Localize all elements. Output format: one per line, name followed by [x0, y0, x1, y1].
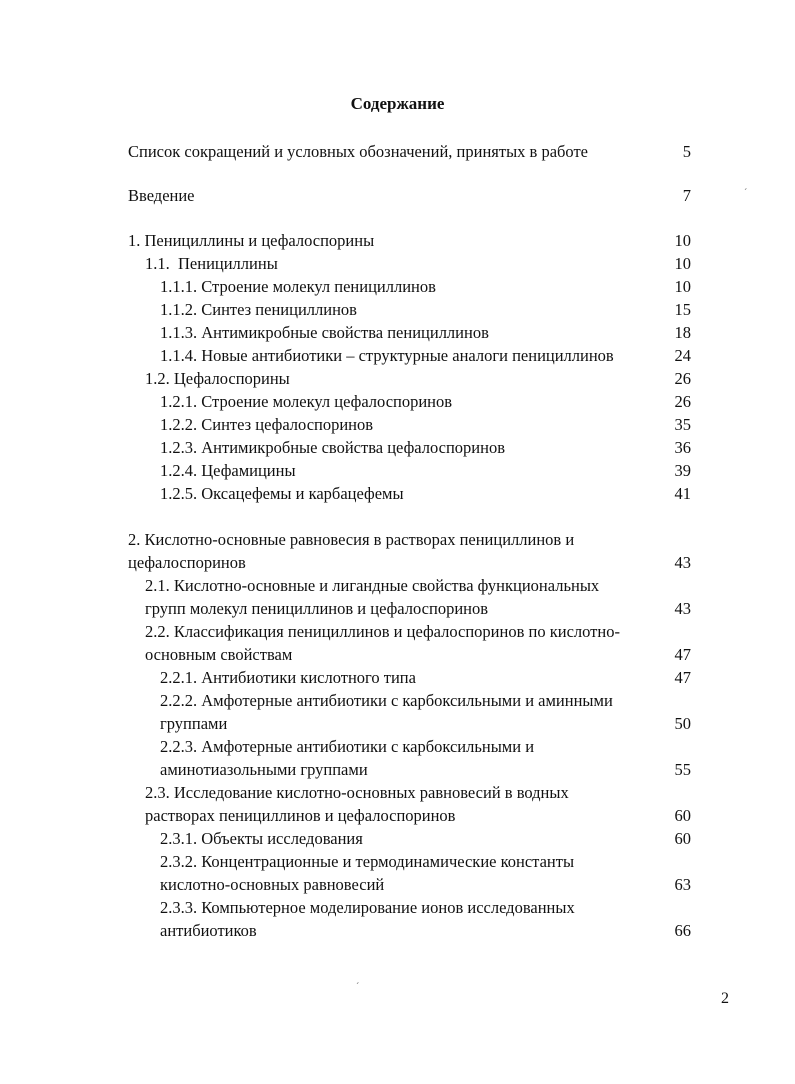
toc-entry: [0, 252, 795, 275]
toc-entry-label: 1.1.1. Строение молекул пенициллинов: [160, 277, 436, 296]
toc-entry-label: 1.2. Цефалоспорины: [145, 369, 290, 388]
toc-entry-label: цефалоспоринов: [128, 553, 246, 572]
toc-entry: [0, 689, 795, 712]
toc-entry-label: 1.2.2. Синтез цефалоспоринов: [160, 415, 374, 434]
toc-entry: [0, 781, 795, 804]
toc-entry-page: 10: [674, 277, 691, 296]
toc-entry-label: 2.3.1. Объекты исследования: [160, 829, 363, 848]
toc-entry-label: 2.3.3. Компьютерное моделирование ионов исследованных: [160, 898, 575, 917]
toc-entry-label: групп молекул пенициллинов и цефалоспоринов: [145, 599, 489, 618]
toc-entry-label: 1.2.1. Строение молекул цефалоспоринов: [160, 392, 453, 411]
toc-entry-page: 26: [674, 369, 691, 388]
toc-entry-label: 1.1.4. Новые антибиотики – структурные аналоги пенициллинов: [160, 346, 614, 365]
toc-entry-page: 24: [674, 346, 691, 365]
toc-entry-page: 47: [674, 645, 691, 664]
toc-entry-label: кислотно-основных равновесий: [160, 875, 385, 894]
toc-entry-label: основным свойствам: [145, 645, 293, 664]
toc-entry-page: 63: [674, 875, 691, 894]
toc-entry: [0, 275, 795, 298]
toc-entry: [0, 597, 795, 620]
toc-entry-page: 50: [674, 714, 691, 733]
toc-entry: [0, 620, 795, 643]
toc-entry-label: группами: [160, 714, 228, 733]
toc-entry: [0, 298, 795, 321]
toc-entry: [0, 919, 795, 942]
toc-entry-label: 2.2.3. Амфотерные антибиотики с карбоксильными и: [160, 737, 535, 756]
toc-entry: [0, 321, 795, 344]
toc-entry: [0, 574, 795, 597]
toc-entry-page: 39: [674, 461, 691, 480]
toc-entry-label: 1.2.3. Антимикробные свойства цефалоспоринов: [160, 438, 505, 457]
toc-entry-page: 66: [674, 921, 691, 940]
toc-entry-label: 2.2.2. Амфотерные антибиотики с карбоксильными и аминными: [160, 691, 613, 710]
toc-entry-page: 5: [682, 142, 691, 161]
toc-entry: [0, 896, 795, 919]
toc-entry-label: 1.1. Пенициллины: [145, 254, 278, 273]
toc-entry-label: 1.1.3. Антимикробные свойства пенициллинов: [160, 323, 489, 342]
toc-entry-page: 7: [682, 186, 691, 205]
toc-entry: [0, 140, 795, 163]
toc-entry: [0, 459, 795, 482]
toc-entry: [0, 413, 795, 436]
toc-entry: [0, 804, 795, 827]
toc-entry: [0, 551, 795, 574]
toc-entry-label: 2.3. Исследование кислотно-основных равновесий в водных: [145, 783, 569, 802]
toc-entry: [0, 482, 795, 505]
scan-speck: ˊ: [744, 188, 748, 199]
toc-entry-label: 2. Кислотно-основные равновесия в растворах пенициллинов и: [128, 530, 575, 549]
toc-entry-page: 43: [674, 599, 691, 618]
toc-entry: [0, 735, 795, 758]
toc-entry: [0, 390, 795, 413]
toc-entry: [0, 528, 795, 551]
toc-entry-page: 10: [674, 231, 691, 250]
toc-entry: [0, 850, 795, 873]
toc-entry-label: Список сокращений и условных обозначений, принятых в работе: [128, 142, 589, 161]
toc-entry-page: 15: [674, 300, 691, 319]
toc-entry-page: 41: [674, 484, 691, 503]
toc-entry: [0, 827, 795, 850]
toc-entry: [0, 873, 795, 896]
toc-entry-page: 35: [674, 415, 691, 434]
toc-entry-label: 2.2. Классификация пенициллинов и цефалоспоринов по кислотно-: [145, 622, 620, 641]
page-number: 2: [721, 990, 729, 1007]
toc-entry: [0, 184, 795, 207]
toc-entry-page: 18: [674, 323, 691, 342]
toc-entry-label: 2.2.1. Антибиотики кислотного типа: [160, 668, 416, 687]
toc-entry-label: 2.3.2. Концентрационные и термодинамические константы: [160, 852, 575, 871]
toc-entry-label: растворах пенициллинов и цефалоспоринов: [145, 806, 456, 825]
toc-entry-page: 36: [674, 438, 691, 457]
toc-entry: [0, 712, 795, 735]
page-title: Содержание: [350, 94, 445, 113]
toc-entry: [0, 643, 795, 666]
toc-entry-page: 60: [674, 829, 691, 848]
toc-entry-page: 10: [674, 254, 691, 273]
toc-entry-label: 1.1.2. Синтез пенициллинов: [160, 300, 357, 319]
toc-entry-label: аминотиазольными группами: [160, 760, 368, 779]
toc-entry-page: 55: [674, 760, 691, 779]
toc-entry-label: Введение: [128, 186, 195, 205]
toc-entry: [0, 758, 795, 781]
toc-entry-label: 1.2.4. Цефамицины: [160, 461, 296, 480]
toc-entry: [0, 367, 795, 390]
toc-entry-page: 43: [674, 553, 691, 572]
toc-entry: [0, 229, 795, 252]
toc-entry-label: 1.2.5. Оксацефемы и карбацефемы: [160, 484, 404, 503]
toc-entry-label: 2.1. Кислотно-основные и лигандные свойства функциональных: [145, 576, 600, 595]
toc-entry: [0, 344, 795, 367]
toc-entry-page: 47: [674, 668, 691, 687]
toc-entry: [0, 436, 795, 459]
toc-entry-page: 26: [674, 392, 691, 411]
toc-entry-page: 60: [674, 806, 691, 825]
toc-entry-label: антибиотиков: [160, 921, 257, 940]
scan-speck: ˊ: [356, 982, 360, 993]
toc-entry: [0, 666, 795, 689]
toc-entry-label: 1. Пенициллины и цефалоспорины: [128, 231, 375, 250]
